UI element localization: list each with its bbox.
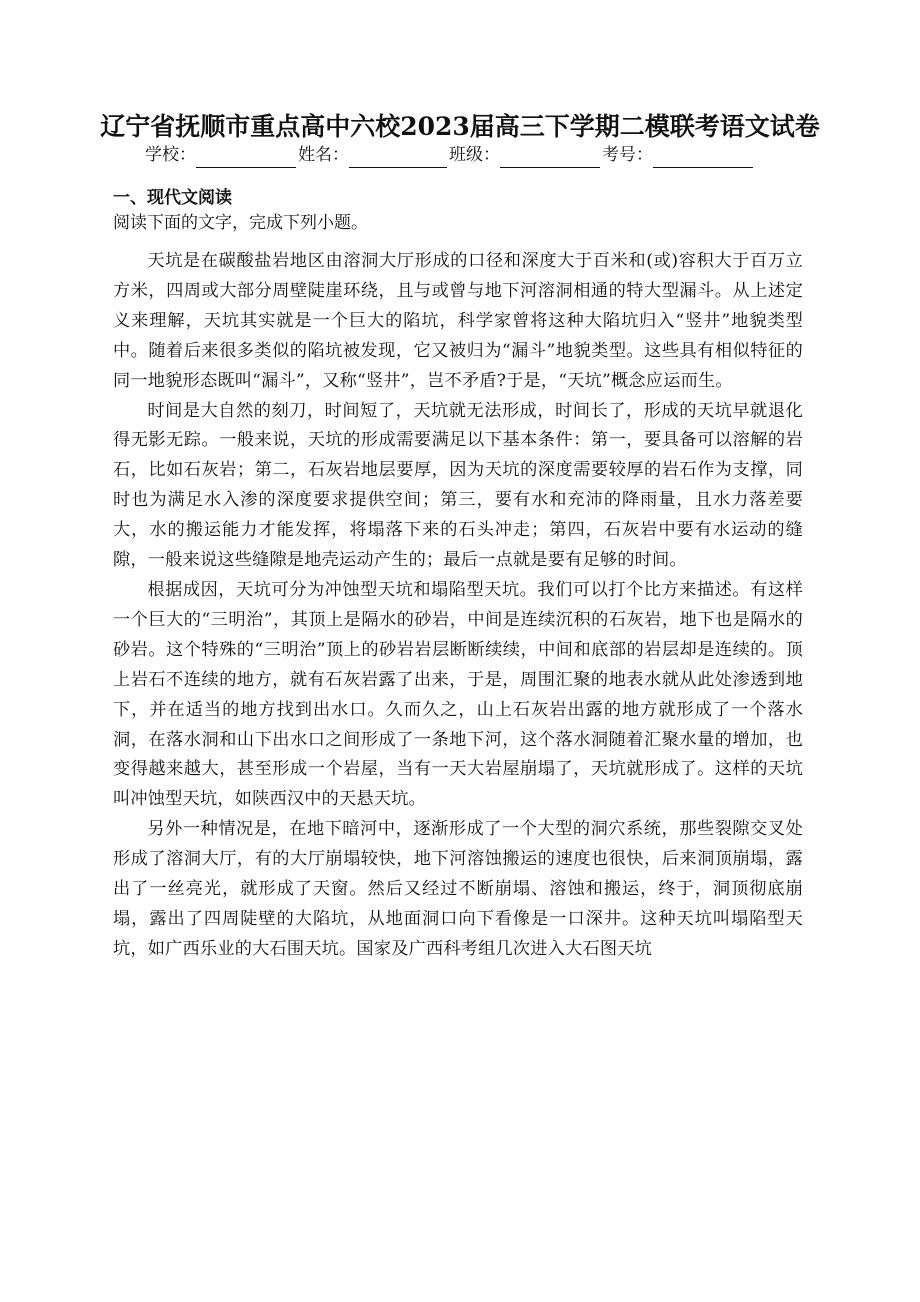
class-label: 班级： [449, 145, 500, 165]
exam-title: 辽宁省抚顺市重点高中六校2023届高三下学期二模联考语文试卷 [100, 112, 820, 141]
class-blank [500, 147, 600, 168]
exam-number-label: 考号： [602, 145, 653, 165]
school-label: 学校： [145, 145, 196, 165]
passage-paragraph: 时间是大自然的刻刀，时间短了，天坑就无法形成，时间长了，形成的天坑早就退化得无影无踪。一般来说，天坑的形成需要满足以下基本条件：第一，要具备可以溶解的岩石，比如石灰岩；第二，石灰岩地层要厚，因为天坑的深度需要较厚的岩石作为支撑，同时也为满足水入渗的深度要求提供空间；第三，要有水和充沛的降雨量，且水力落差要大，水的搬运能力才能发挥，将塌落下来的石头冲走；第四，石灰岩中要有水运动的缝隙，一般来说这些缝隙是地壳运动产生的；最后一点就是要有足够的时间。 [113, 400, 803, 571]
passage-paragraph: 另外一种情况是，在地下暗河中，逐渐形成了一个大型的洞穴系统，那些裂隙交叉处形成了溶洞大厅，有的大厅崩塌较快，地下河溶蚀搬运的速度也很快，后来洞顶崩塌，露出了一丝亮光，就形成了天窗。然后又经过不断崩塌、溶蚀和搬运，终于，洞顶彻底崩塌，露出了四周陡壁的大陷坑，从地面洞口向下看像是一口深井。这种天坑叫塌陷型天坑，如广西乐业的大石围天坑。国家及广西科考组几次进入大石图天坑 [113, 819, 803, 959]
reading-passage [113, 247, 803, 965]
school-blank [196, 147, 296, 168]
passage-paragraph: 天坑是在碳酸盐岩地区由溶洞大厅形成的口径和深度大于百米和(或)容积大于百万立方米，四周或大部分周壁陡崖环绕，且与或曾与地下河溶洞相通的特大型漏斗。从上述定义来理解，天坑其实就是一个巨大的陷坑，科学家曾将这种大陷坑归入“竖井”地貌类型中。随着后来很多类似的陷坑被发现，它又被归为“漏斗”地貌类型。这些具有相似特征的同一地貌形态既叫“漏斗”，又称“竖井”，岂不矛盾?于是，“天坑”概念应运而生。 [113, 251, 803, 391]
passage-paragraph: 根据成因，天坑可分为冲蚀型天坑和塌陷型天坑。我们可以打个比方来描述。有这样一个巨大的“三明治”，其顶上是隔水的砂岩，中间是连续沉积的石灰岩，地下也是隔水的砂岩。这个特殊的“三明治”顶上的砂岩岩层断断续续，中间和底部的岩层却是连续的。顶上岩石不连续的地方，就有石灰岩露了出来，于是，周围汇聚的地表水就从此处渗透到地下，并在适当的地方找到出水口。久而久之，山上石灰岩出露的地方就形成了一个落水洞，在落水洞和山下出水口之间形成了一条地下河，这个落水洞随着汇聚水量的增加，也变得越来越大，甚至形成一个岩屋，当有一天大岩屋崩塌了，天坑就形成了。这样的天坑叫冲蚀型天坑，如陕西汉中的天悬天坑。 [113, 579, 803, 810]
student-info-line [145, 142, 755, 168]
exam-number-blank [653, 147, 753, 168]
section-heading: 一、现代文阅读 [113, 188, 232, 208]
name-label: 姓名： [298, 145, 349, 165]
reading-instruction: 阅读下面的文字，完成下列小题。 [113, 213, 368, 233]
name-blank [349, 147, 447, 168]
